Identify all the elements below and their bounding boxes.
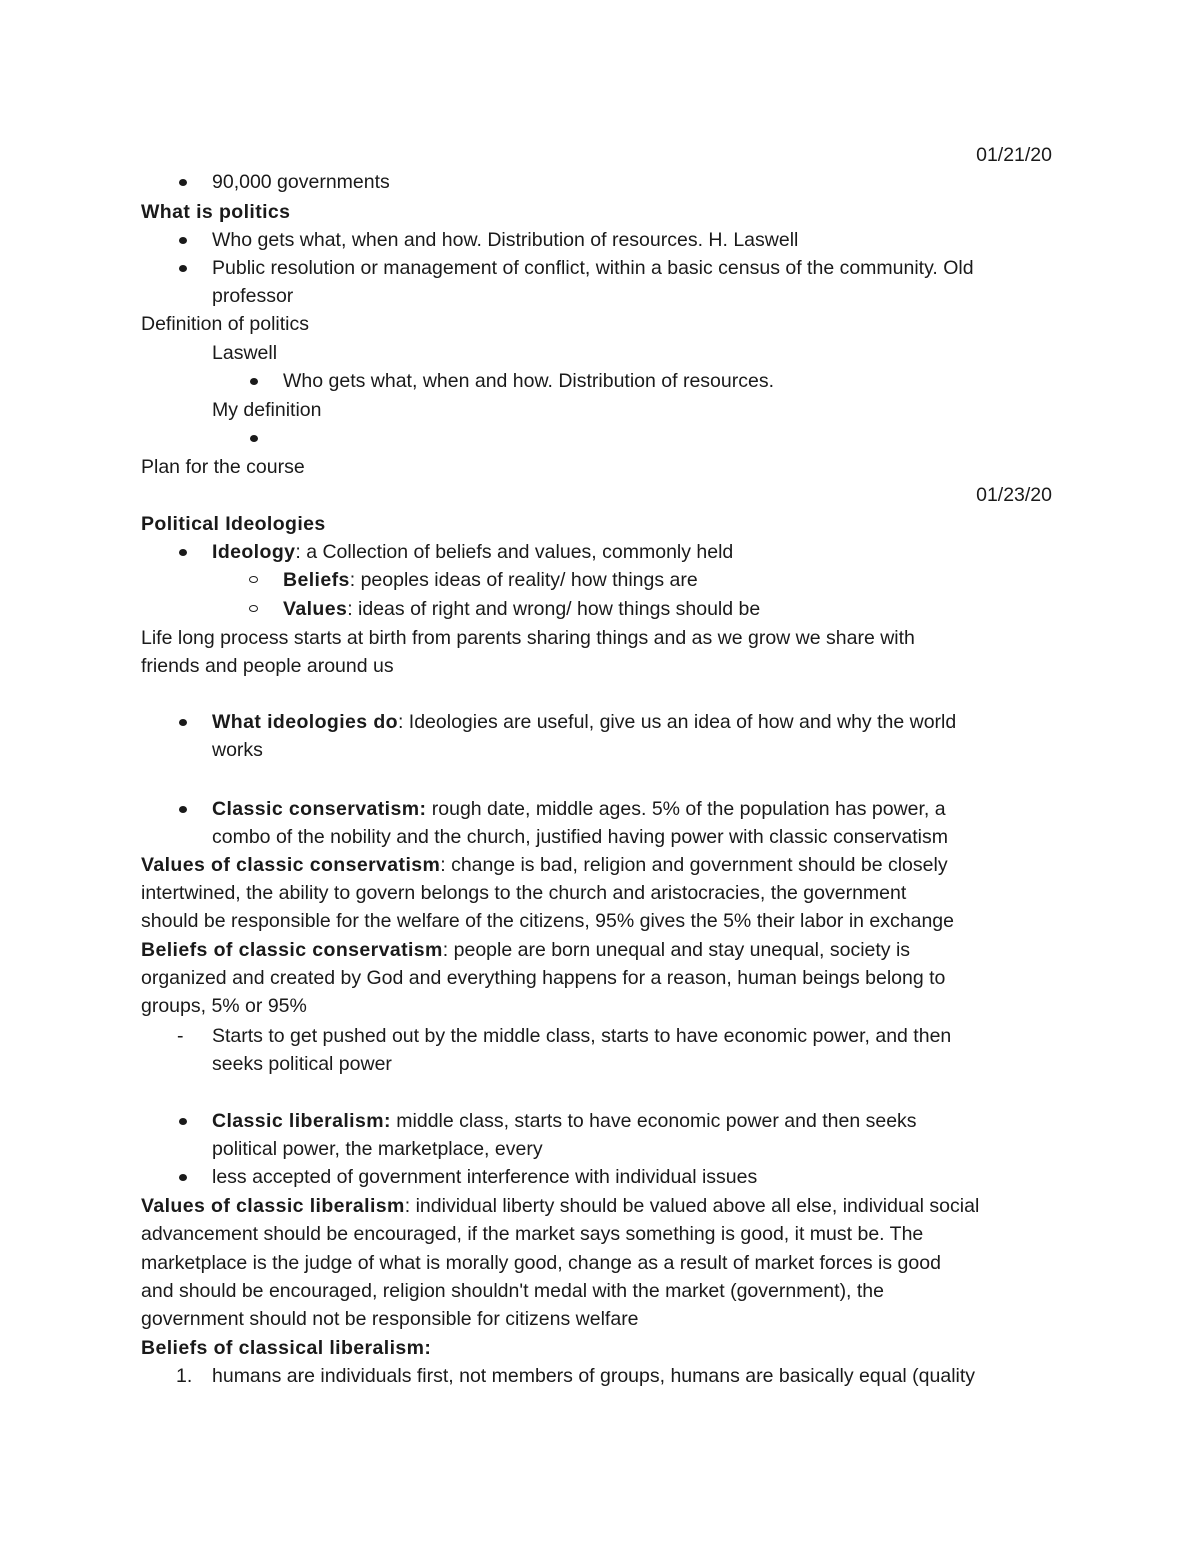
bullet-icon — [250, 435, 258, 442]
text-line — [141, 1192, 979, 1220]
text-line: My definition — [212, 399, 322, 421]
list-item-text: : Ideologies are useful, give us an idea of how and why the world — [397, 711, 957, 733]
list-item: Starts to get pushed out by the middle class, starts to have economic power, and then — [212, 1025, 952, 1047]
text-line: marketplace is the judge of what is morally good, change as a result of market forces is good — [141, 1252, 941, 1274]
list-item-continued: seeks political power — [212, 1053, 392, 1075]
text-line: Life long process starts at birth from parents sharing things and as we grow we share with — [141, 627, 915, 649]
heading-what-is-politics: What is politics — [141, 201, 291, 223]
bullet-icon — [179, 265, 187, 272]
text-line: groups, 5% or 95% — [141, 995, 307, 1017]
list-item — [212, 538, 733, 566]
list-item: Who gets what, when and how. Distribution of resources. H. Laswell — [212, 229, 799, 251]
list-item-continued: political power, the marketplace, every — [212, 1138, 543, 1160]
list-item-text: : a Collection of beliefs and values, commonly held — [295, 541, 734, 563]
list-item: 90,000 governments — [212, 171, 390, 193]
text-line: Laswell — [212, 342, 278, 364]
term-values-classic-liberalism: Values of classic liberalism — [141, 1195, 405, 1217]
text-line: should be responsible for the welfare of the citizens, 95% gives the 5% their labor in exchange — [141, 910, 954, 932]
list-item-text: rough date, middle ages. 5% of the population has power, a — [426, 798, 946, 820]
text-line-body: : individual liberty should be valued above all else, individual social — [404, 1195, 980, 1217]
list-item — [212, 708, 956, 736]
date-01-23: 01/23/20 — [976, 484, 1052, 506]
term-beliefs: Beliefs — [283, 569, 350, 591]
bullet-icon — [179, 549, 187, 556]
bullet-icon — [179, 1118, 187, 1125]
list-item: Who gets what, when and how. Distribution of resources. — [283, 370, 775, 392]
list-item — [212, 1107, 917, 1135]
bullet-icon — [179, 1174, 187, 1181]
text-line: and should be encouraged, religion shouldn't medal with the market (government), the — [141, 1280, 884, 1302]
bullet-icon — [179, 179, 187, 186]
bullet-icon — [250, 378, 258, 385]
bullet-icon — [179, 237, 187, 244]
text-line-body: : people are born unequal and stay unequal, society is — [442, 939, 911, 961]
text-line: advancement should be encouraged, if the market says something is good, it must be. The — [141, 1223, 924, 1245]
list-item-continued: works — [212, 739, 263, 761]
list-item: Public resolution or management of conflict, within a basic census of the community. Old — [212, 257, 974, 279]
term-beliefs-classic-conservatism: Beliefs of classic conservatism — [141, 939, 443, 961]
text-line-body: : change is bad, religion and government should be closely — [440, 854, 948, 876]
text-line: government should not be responsible for citizens welfare — [141, 1308, 639, 1330]
list-item — [212, 795, 946, 823]
text-line — [141, 851, 948, 879]
list-item-text: middle class, starts to have economic power and then seeks — [390, 1110, 917, 1132]
text-line — [141, 936, 910, 964]
hollow-bullet-icon — [249, 576, 258, 583]
text-line: Plan for the course — [141, 456, 305, 478]
list-item-continued: combo of the nobility and the church, justified having power with classic conservatism — [212, 826, 948, 848]
sub-list-item — [283, 595, 760, 623]
bullet-icon — [179, 806, 187, 813]
term-ideology: Ideology — [212, 541, 296, 563]
list-item-continued: professor — [212, 285, 294, 307]
text-line: friends and people around us — [141, 655, 394, 677]
numbered-list-item: humans are individuals first, not members of groups, humans are basically equal (quality — [212, 1365, 976, 1387]
dash-bullet: - — [177, 1025, 184, 1047]
hollow-bullet-icon — [249, 605, 258, 612]
term-values-classic-conservatism: Values of classic conservatism — [141, 854, 441, 876]
list-item-text: : peoples ideas of reality/ how things are — [349, 569, 698, 591]
heading-political-ideologies: Political Ideologies — [141, 513, 326, 535]
term-what-ideologies-do: What ideologies do — [212, 711, 398, 733]
date-01-21: 01/21/20 — [976, 144, 1052, 166]
list-number: 1. — [176, 1365, 193, 1387]
text-line: Definition of politics — [141, 313, 309, 335]
term-classic-conservatism: Classic conservatism: — [212, 798, 427, 820]
text-line: intertwined, the ability to govern belongs to the church and aristocracies, the government — [141, 882, 907, 904]
list-item: less accepted of government interference with individual issues — [212, 1166, 758, 1188]
term-classic-liberalism: Classic liberalism: — [212, 1110, 391, 1132]
bullet-icon — [179, 719, 187, 726]
term-values: Values — [283, 598, 348, 620]
list-item-text: : ideas of right and wrong/ how things should be — [347, 598, 761, 620]
text-line: organized and created by God and everything happens for a reason, human beings belong to — [141, 967, 946, 989]
sub-list-item — [283, 566, 698, 594]
heading-beliefs-classical-liberalism: Beliefs of classical liberalism: — [141, 1337, 432, 1359]
